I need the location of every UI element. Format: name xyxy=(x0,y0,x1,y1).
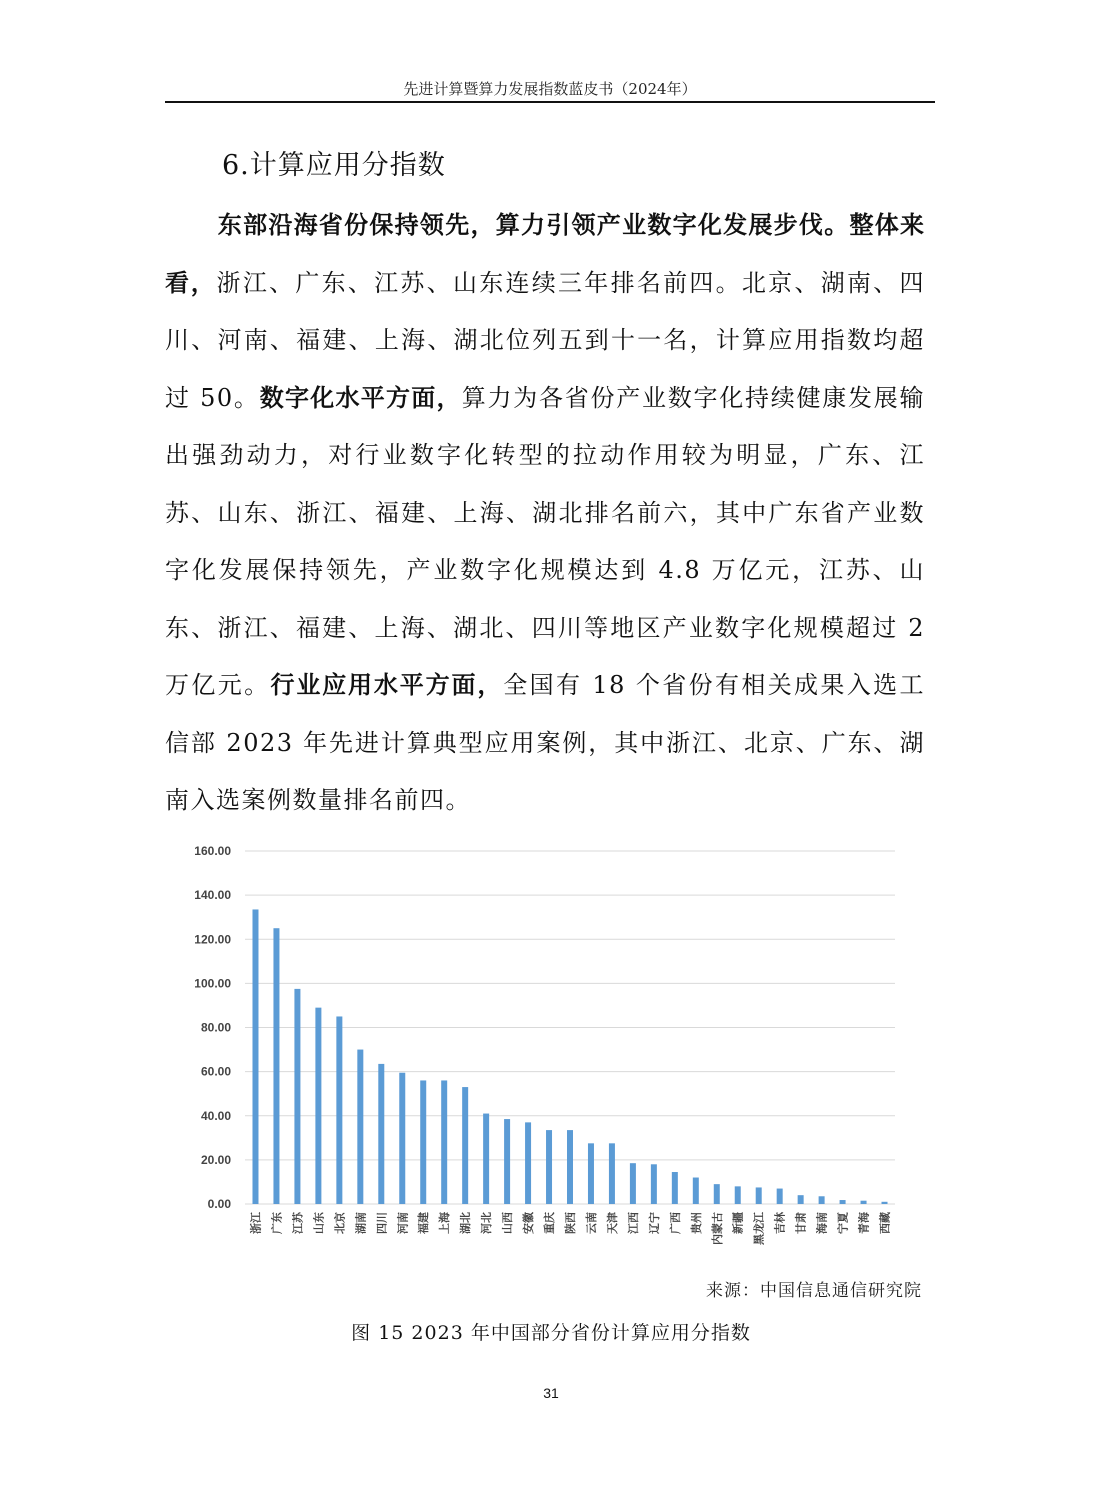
x-tick-label: 天津 xyxy=(606,1212,619,1234)
x-tick-label: 陕西 xyxy=(565,1212,577,1234)
bar xyxy=(840,1200,846,1204)
x-tick-label: 吉林 xyxy=(774,1212,787,1234)
bar xyxy=(798,1195,804,1204)
paragraph-bold-run: 东部沿海省份保持领先，算力引领产业数字化发展步伐。整体来看， xyxy=(165,211,925,297)
y-tick-label: 100.00 xyxy=(194,976,231,991)
x-tick-label: 四川 xyxy=(376,1212,389,1234)
bar xyxy=(588,1143,594,1204)
x-tick-label: 山西 xyxy=(502,1212,515,1234)
x-tick-label: 山东 xyxy=(313,1212,326,1234)
x-tick-label: 江西 xyxy=(627,1212,640,1234)
x-tick-label: 辽宁 xyxy=(648,1212,661,1234)
x-tick-label: 北京 xyxy=(334,1212,347,1234)
bar xyxy=(882,1202,888,1204)
bar xyxy=(861,1201,867,1204)
page-header: 先进计算暨算力发展指数蓝皮书（2024年） xyxy=(403,80,697,98)
bar xyxy=(252,909,258,1204)
x-tick-label: 青海 xyxy=(858,1212,871,1234)
y-tick-label: 40.00 xyxy=(200,1108,231,1123)
bar xyxy=(630,1163,636,1204)
x-tick-label: 湖北 xyxy=(460,1212,473,1234)
paragraph-run: 算力为各省份产业数字化持续健康发展输出强劲动力，对行业数字化转型的拉动作用较为明显，广东、江苏、山东、浙江、福建、上海、湖北排名前六，其中广东省产业数字化发展保持领先，产业数字化规模达到 4.8 万亿元，江苏、山东、浙江、福建、上海、湖北、四川等地区产业数字化规模超过 2 万亿元。 xyxy=(165,383,926,699)
x-tick-label: 安徽 xyxy=(523,1212,536,1234)
bar-chart xyxy=(170,838,910,1278)
x-tick-label: 广西 xyxy=(669,1212,682,1234)
x-tick-label: 广东 xyxy=(271,1212,284,1234)
paragraph-bold-run: 数字化水平方面， xyxy=(259,383,462,412)
bar xyxy=(735,1186,741,1204)
x-tick-label: 江苏 xyxy=(292,1212,305,1234)
y-tick-label: 120.00 xyxy=(194,932,231,947)
x-tick-label: 湖南 xyxy=(355,1212,368,1234)
bar xyxy=(756,1187,762,1204)
bar xyxy=(567,1130,573,1204)
x-tick-label: 浙江 xyxy=(250,1212,263,1234)
body-paragraph xyxy=(165,197,925,830)
bar xyxy=(399,1073,405,1204)
bar xyxy=(294,989,300,1204)
page-number: 31 xyxy=(543,1385,559,1401)
figure-source: 来源：中国信息通信研究院 xyxy=(706,1281,922,1301)
x-tick-label: 黑龙江 xyxy=(753,1212,766,1245)
bar xyxy=(693,1178,699,1204)
bar xyxy=(546,1130,552,1204)
y-tick-label: 160.00 xyxy=(194,844,231,858)
x-tick-label: 上海 xyxy=(439,1212,452,1234)
figure-caption: 图 15 2023 年中国部分省份计算应用分指数 xyxy=(351,1322,751,1344)
bar xyxy=(714,1184,720,1204)
section-title: 6.计算应用分指数 xyxy=(222,150,446,181)
x-tick-label: 内蒙古 xyxy=(711,1212,724,1245)
x-tick-label: 河北 xyxy=(481,1212,494,1234)
y-tick-label: 80.00 xyxy=(200,1020,231,1035)
x-tick-label: 西藏 xyxy=(879,1212,892,1234)
bar xyxy=(336,1016,342,1204)
y-tick-label: 60.00 xyxy=(200,1064,231,1079)
x-tick-label: 新疆 xyxy=(732,1212,745,1234)
paragraph-run: 浙江、广东、江苏、山东连续三年排名前四。北京、湖南、四川、河南、福建、上海、湖北位列五到十一名，计算应用指数均超过 50。 xyxy=(165,268,926,412)
bar xyxy=(525,1122,531,1204)
bar xyxy=(378,1064,384,1204)
bar xyxy=(462,1087,468,1204)
bar xyxy=(483,1114,489,1204)
paragraph-bold-run: 行业应用水平方面， xyxy=(270,671,504,699)
y-tick-label: 0.00 xyxy=(207,1197,231,1211)
bar xyxy=(504,1119,510,1204)
bar xyxy=(420,1080,426,1204)
bar xyxy=(651,1164,657,1204)
bar xyxy=(609,1143,615,1204)
x-tick-label: 重庆 xyxy=(544,1212,557,1234)
bar xyxy=(819,1196,825,1204)
bar xyxy=(441,1080,447,1204)
header-rule xyxy=(165,101,935,103)
bar xyxy=(273,928,279,1204)
x-tick-label: 宁夏 xyxy=(837,1212,850,1234)
bar xyxy=(777,1189,783,1204)
bar xyxy=(672,1172,678,1204)
y-tick-label: 140.00 xyxy=(194,888,231,903)
bar xyxy=(315,1008,321,1204)
x-tick-label: 云南 xyxy=(585,1212,598,1234)
x-tick-label: 贵州 xyxy=(690,1212,703,1234)
y-tick-label: 20.00 xyxy=(200,1152,231,1167)
bar xyxy=(357,1050,363,1204)
paragraph-run: 全国有 18 个省份有相关成果入选工信部 2023 年先进计算典型应用案例，其中浙江、北京、广东、湖南入选案例数量排名前四。 xyxy=(165,671,926,814)
x-tick-label: 海南 xyxy=(816,1212,829,1234)
x-tick-label: 甘肃 xyxy=(795,1212,808,1234)
x-tick-label: 河南 xyxy=(397,1212,410,1234)
x-tick-label: 福建 xyxy=(418,1212,431,1234)
